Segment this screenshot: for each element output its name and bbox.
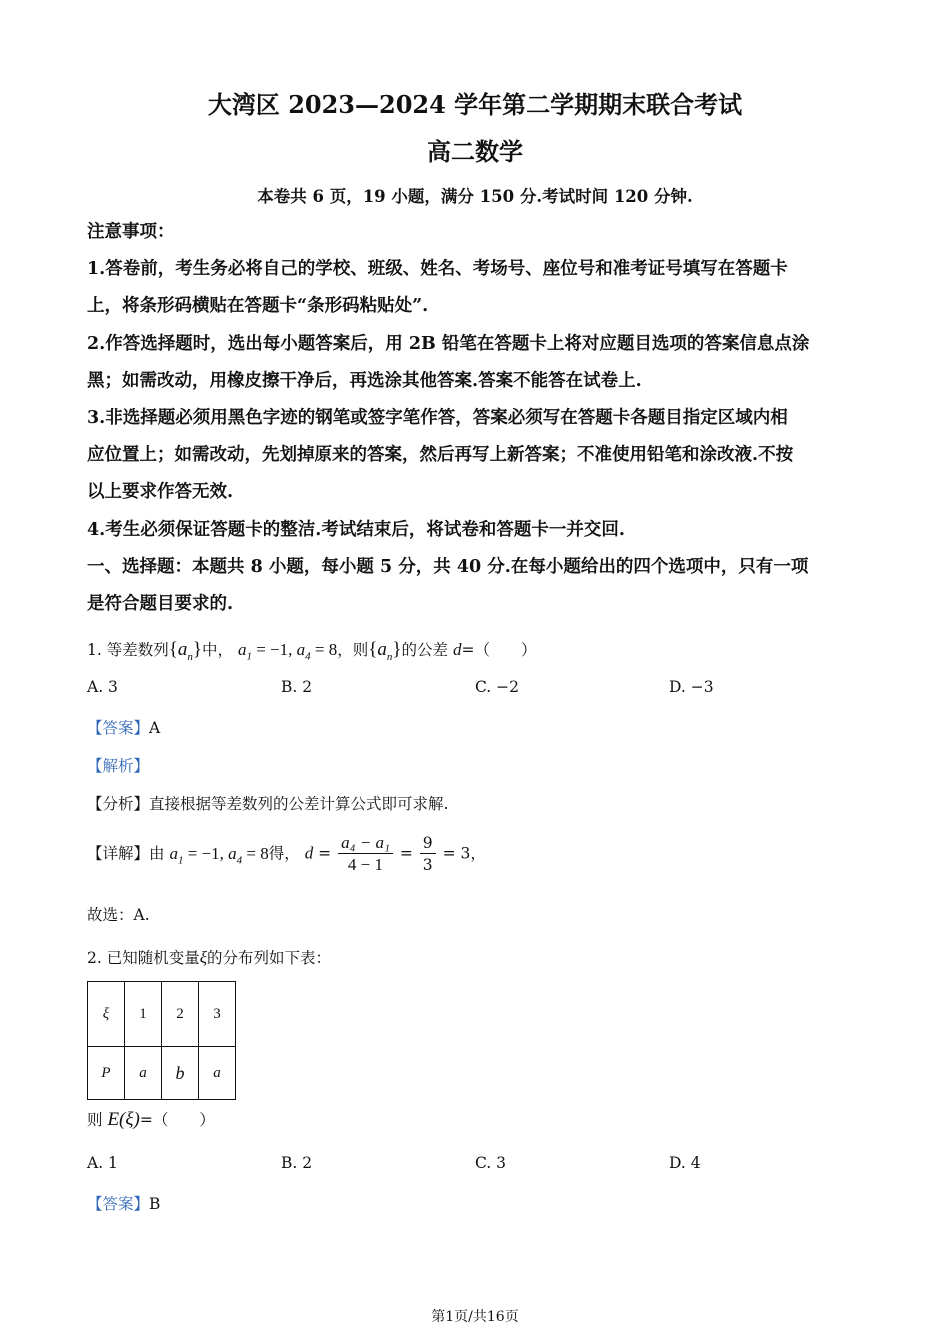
subject-title: 高二数学: [427, 137, 523, 166]
table-cell: a: [125, 1047, 162, 1100]
table-cell: ξ: [88, 982, 125, 1047]
table-cell: a: [199, 1047, 236, 1100]
question-number: 1.: [87, 641, 102, 659]
option-c: C. 3: [475, 1154, 507, 1172]
notice-line: 3.非选择题必须用黑色字迹的钢笔或签字笔作答，答案必须写在答题卡各题目指定区域内相: [87, 408, 788, 428]
option-a: A. 3: [87, 678, 118, 696]
notice-line: 以上要求作答无效.: [87, 482, 234, 502]
page-footer: 第1页/共16页: [431, 1309, 519, 1325]
option-b: B. 2: [281, 1154, 313, 1172]
notice-heading: 注意事项：: [87, 222, 175, 242]
notice-line: 1.答卷前，考生务必将自己的学校、班级、姓名、考场号、座位号和准考证号填写在答题卡: [87, 259, 788, 279]
table-cell: 3: [199, 982, 236, 1047]
distribution-table: [87, 981, 236, 1100]
answer-tag: 【答案】: [87, 719, 150, 737]
answer-value: A: [149, 719, 161, 737]
notice-line: 2.作答选择题时，选出每小题答案后，用 2B 铅笔在答题卡上将对应题目选项的答案信息点涂: [87, 334, 810, 354]
option-d: D. 4: [669, 1154, 701, 1172]
fraction: $\frac{\text{a₄ − a₁}}{4 - 1}$: [338, 833, 393, 876]
option-c: C. −2: [475, 678, 520, 696]
notice-line: 黑；如需改动，用橡皮擦干净后，再选涂其他答案.答案不能答在试卷上.: [87, 371, 642, 391]
analysis-tag: 【解析】: [87, 757, 150, 775]
answer-line: [87, 716, 160, 738]
table-cell: 1: [125, 982, 162, 1047]
option-d: D. −3: [669, 678, 714, 696]
option-a: A. 1: [87, 1154, 118, 1172]
question-2-stem: 2. 已知随机变量ξ的分布列如下表：: [87, 948, 332, 967]
notice-line: 4.考生必须保证答题卡的整洁.考试结束后，将试卷和答题卡一并交回.: [87, 520, 625, 540]
section-heading: 是符合题目要求的.: [87, 594, 234, 614]
option-b: B. 2: [281, 678, 313, 696]
table-cell: P: [88, 1047, 125, 1100]
fraction: $\frac{9}{3}$: [420, 833, 436, 876]
analysis-line: 【分析】直接根据等差数列的公差计算公式即可求解.: [87, 795, 449, 813]
question-number: 2.: [87, 949, 102, 967]
answer-tag: 【答案】: [87, 1195, 150, 1213]
table-cell: b: [162, 1047, 199, 1100]
table-row: [88, 982, 236, 1047]
exam-info: 本卷共 6 页，19 小题，满分 150 分.考试时间 120 分钟.: [257, 187, 693, 206]
table-cell: 2: [162, 982, 199, 1047]
condition-expression: $a_1 = -1$, $a_4 = 8$: [237, 640, 338, 663]
notice-line: 应位置上；如需改动，先划掉原来的答案，然后再写上新答案；不准使用铅笔和涂改液.不按: [87, 445, 794, 465]
conclusion: 故选：A.: [87, 906, 150, 924]
answer-line: [87, 1192, 160, 1214]
detail-line: 【详解】由 $a_1 = -1$, $a_4 = 8$得， d = $\frac{\text{a₄ − a₁}}{4 - 1}$ = $\frac{9}{3}$ = 3，: [87, 833, 486, 874]
answer-value: B: [149, 1195, 161, 1213]
question-1-stem: 1. 等差数列$\{a_n\}$中， $a_1 = -1$, $a_4 = 8$，则$\{a_n\}$的公差 d=（ ）: [87, 639, 537, 663]
question-2-ask: 则 E(ξ)=（ ）: [87, 1109, 215, 1130]
section-heading: 一、选择题：本题共 8 小题，每小题 5 分，共 40 分.在每小题给出的四个选项中，只有一项: [87, 557, 809, 577]
exam-title: 大湾区 2023—2024 学年第二学期期末联合考试: [207, 90, 743, 119]
table-row: [88, 1047, 236, 1100]
notice-line: 上，将条形码横贴在答题卡“条形码粘贴处”.: [87, 296, 429, 316]
